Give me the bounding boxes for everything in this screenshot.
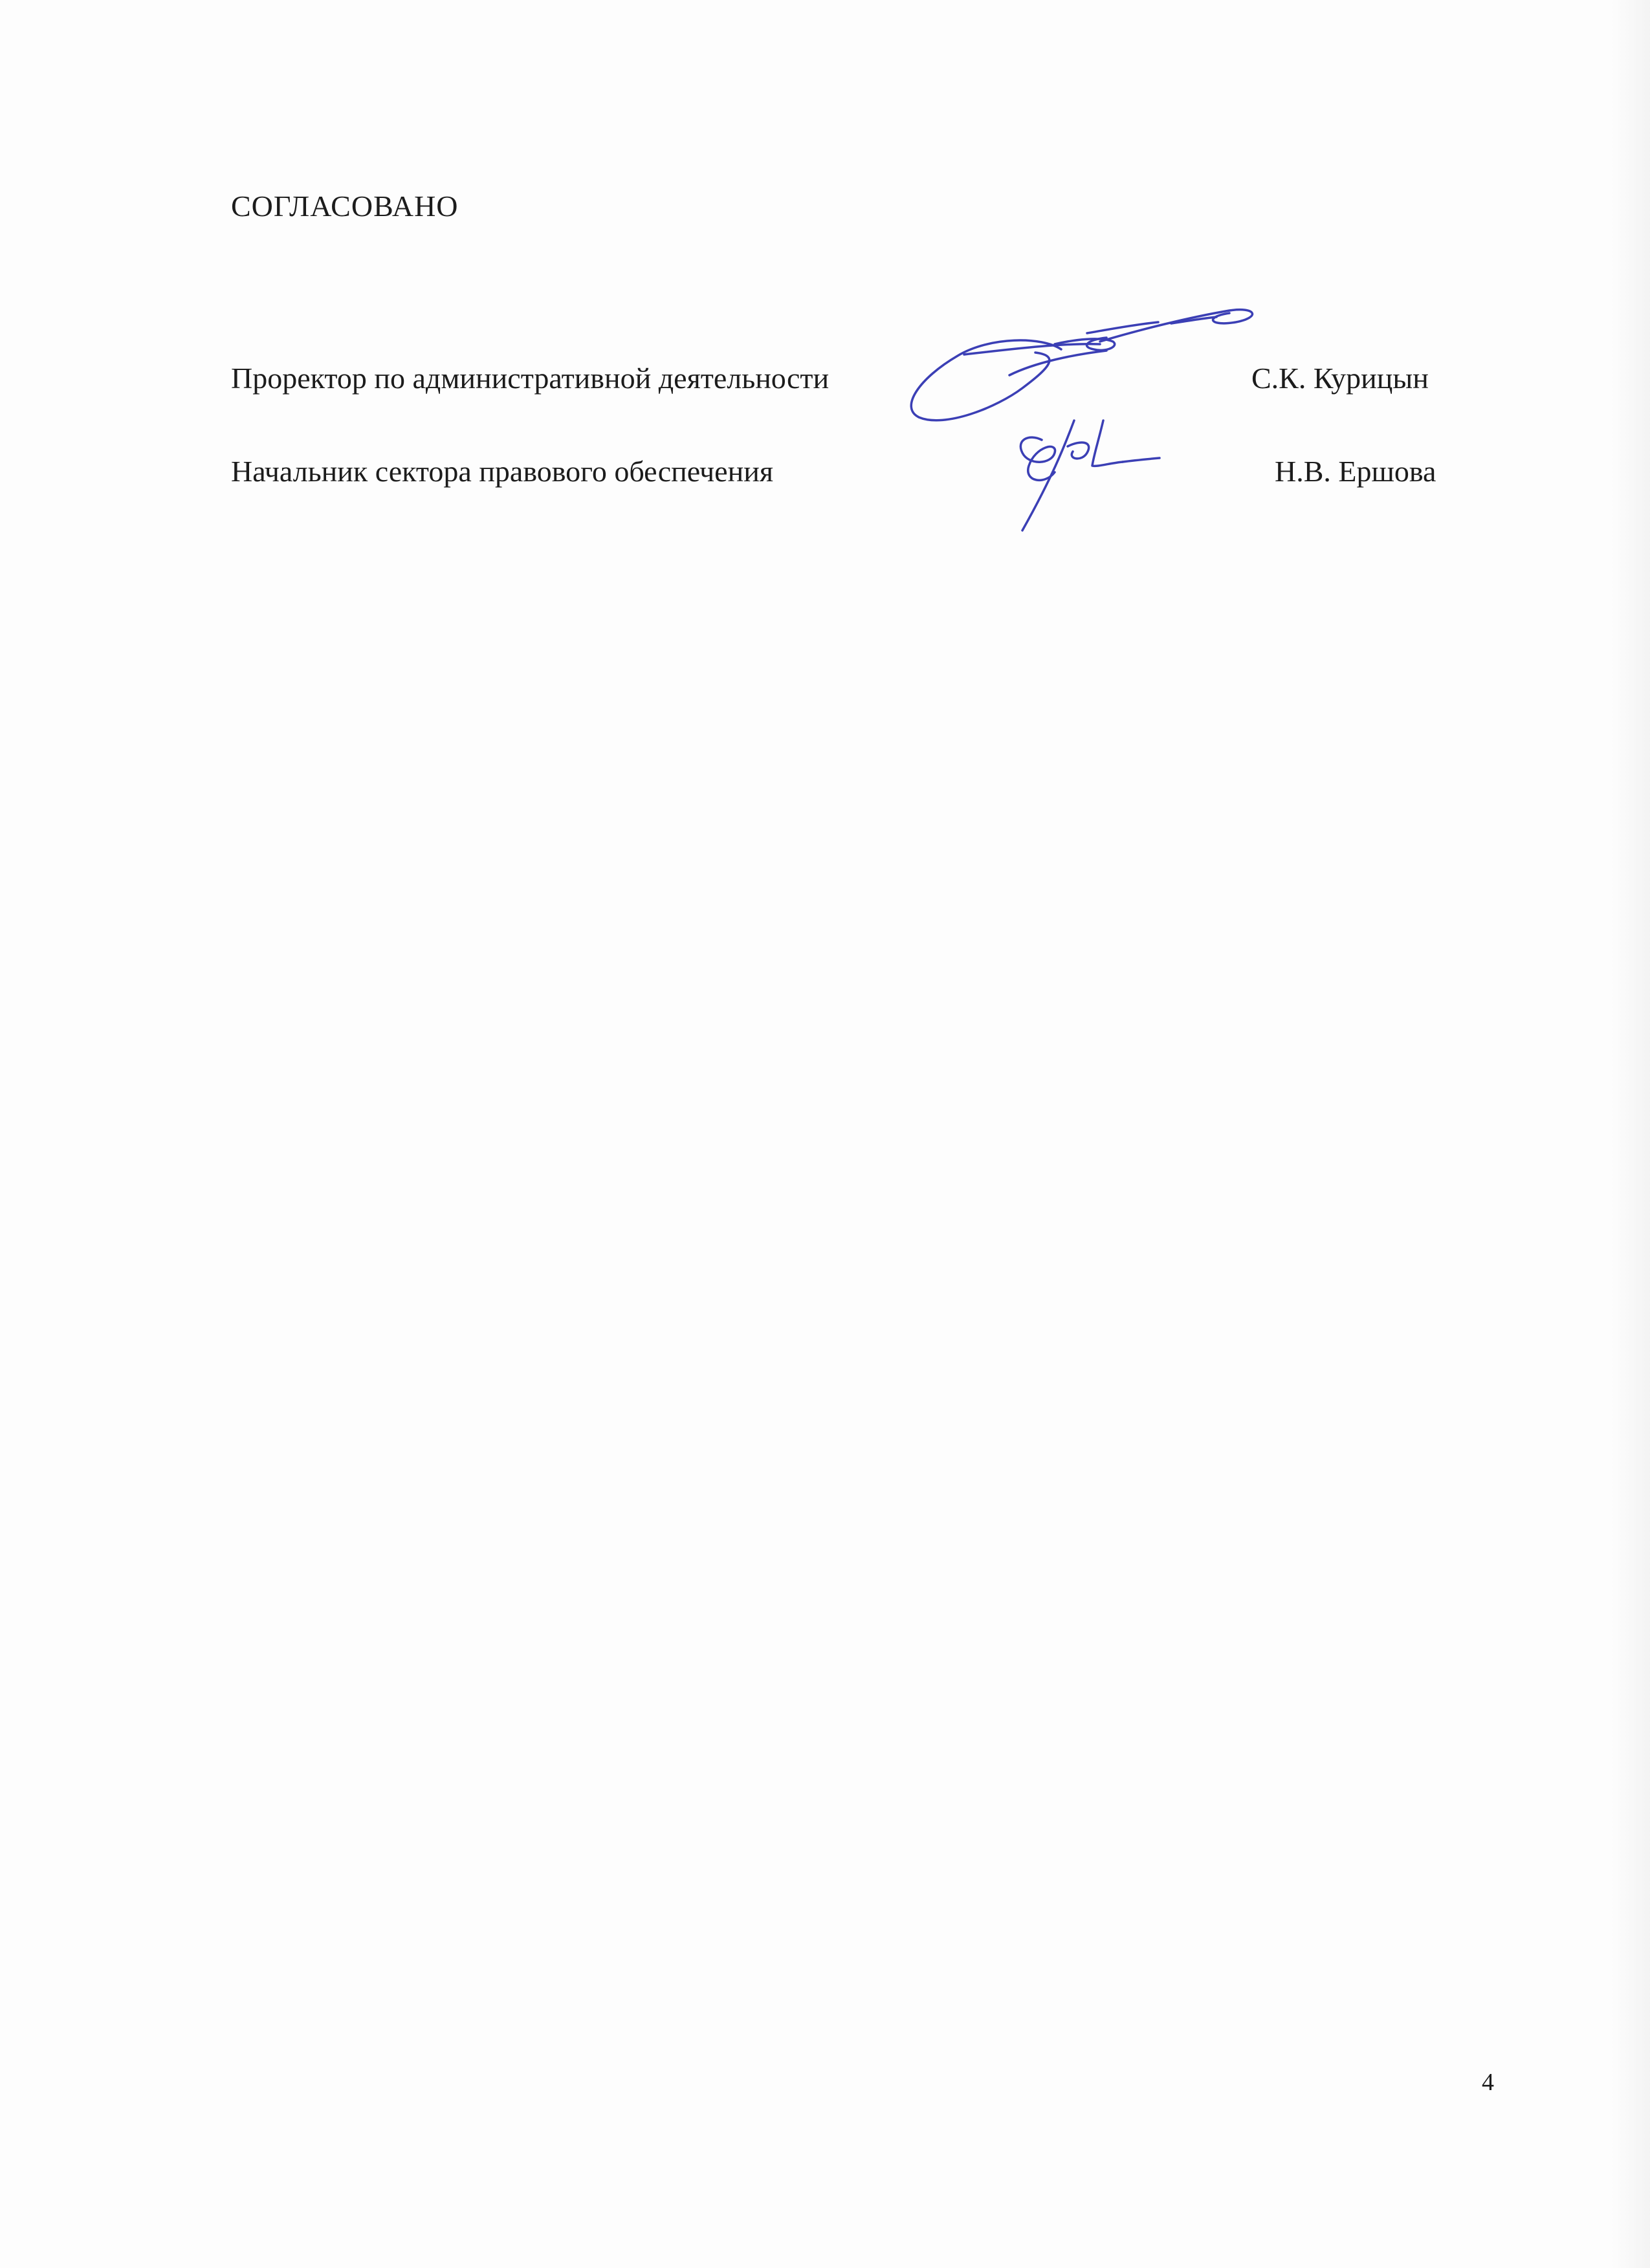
signature-2-handwritten [990,395,1184,537]
signatory-1-name: С.К. Курицын [1251,362,1429,395]
signatory-2-name: Н.В. Ершова [1275,455,1436,488]
signatory-2-position: Начальник сектора правового обеспечения [231,455,773,488]
approval-heading: СОГЛАСОВАНО [231,190,459,223]
page-number: 4 [1482,2069,1494,2096]
signatory-1-position: Проректор по административной деятельности [231,362,830,395]
page-edge-shadow [1611,0,1650,2268]
